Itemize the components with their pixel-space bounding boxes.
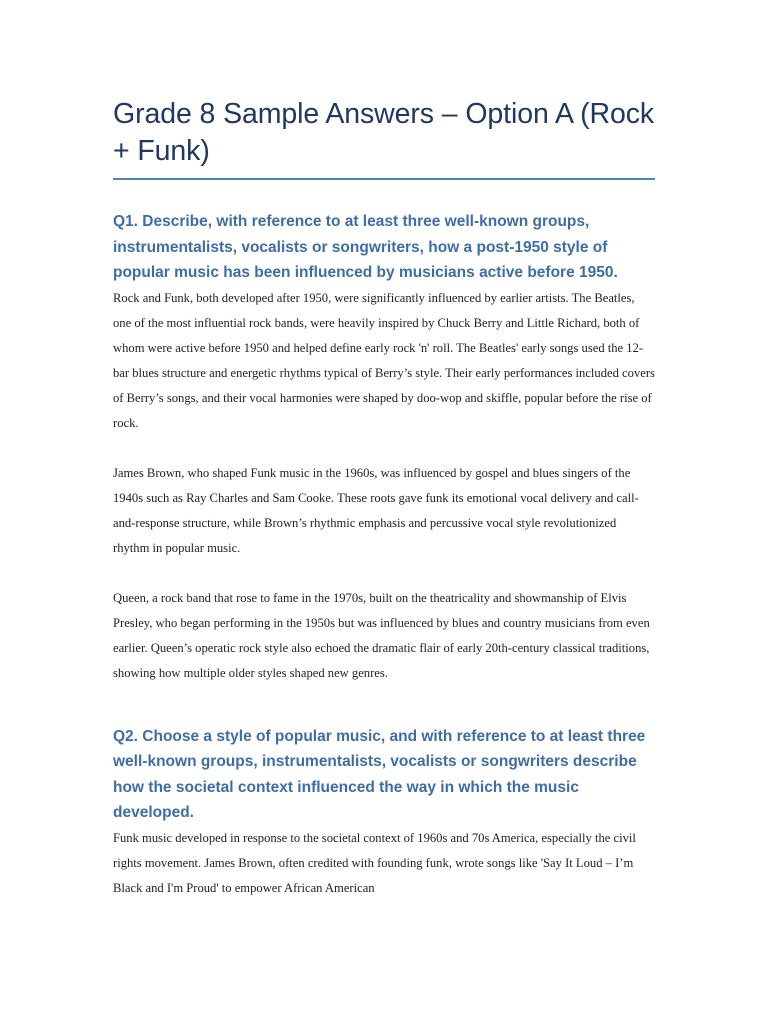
question-1-section	[113, 209, 655, 686]
document-page	[113, 0, 655, 901]
question-1-heading: Q1. Describe, with reference to at least three well-known groups, instrumentalists, vocalists or songwriters, how a post-1950 style of popular music has been influenced by musicians active before 1950.	[113, 213, 618, 281]
document-title: Grade 8 Sample Answers – Option A (Rock + Funk)	[113, 98, 655, 167]
question-2-heading: Q2. Choose a style of popular music, and with reference to at least three well-known groups, instrumentalists, vocalists or songwriters describe how the societal context influenced the way in which the music developed.	[113, 727, 646, 821]
q1-paragraph-3: Queen, a rock band that rose to fame in the 1970s, built on the theatricality and showmanship of Elvis Presley, who began performing in the 1950s but was influenced by blues and country musicians from even earlier. Queen’s operatic rock style also echoed the dramatic flair of early 20th-century classical traditions, showing how multiple older styles shaped new genres.	[113, 590, 650, 680]
q2-paragraph-1: Funk music developed in response to the societal context of 1960s and 70s America, especially the civil rights movement. James Brown, often credited with founding funk, wrote songs like 'Say It Loud – I’m Black and I'm Proud' to empower African American	[113, 830, 636, 895]
q1-paragraph-2: James Brown, who shaped Funk music in the 1960s, was influenced by gospel and blues singers of the 1940s such as Ray Charles and Sam Cooke. These roots gave funk its emotional vocal delivery and call-and-response structure, while Brown’s rhythmic emphasis and percussive vocal style revolutionized rhythm in popular music.	[113, 465, 639, 555]
title-divider	[113, 178, 655, 180]
q1-paragraph-1: Rock and Funk, both developed after 1950, were significantly influenced by earlier artists. The Beatles, one of the most influential rock bands, were heavily inspired by Chuck Berry and Little Richard, both of whom were active before 1950 and helped define early rock 'n' roll. The Beatles' early songs used the 12-bar blues structure and energetic rhythms typical of Berry’s style. Their early performances included covers of Berry’s songs, and their vocal harmonies were shaped by doo-wop and skiffle, popular before the rise of rock.	[113, 290, 655, 430]
question-2-section	[113, 724, 655, 901]
